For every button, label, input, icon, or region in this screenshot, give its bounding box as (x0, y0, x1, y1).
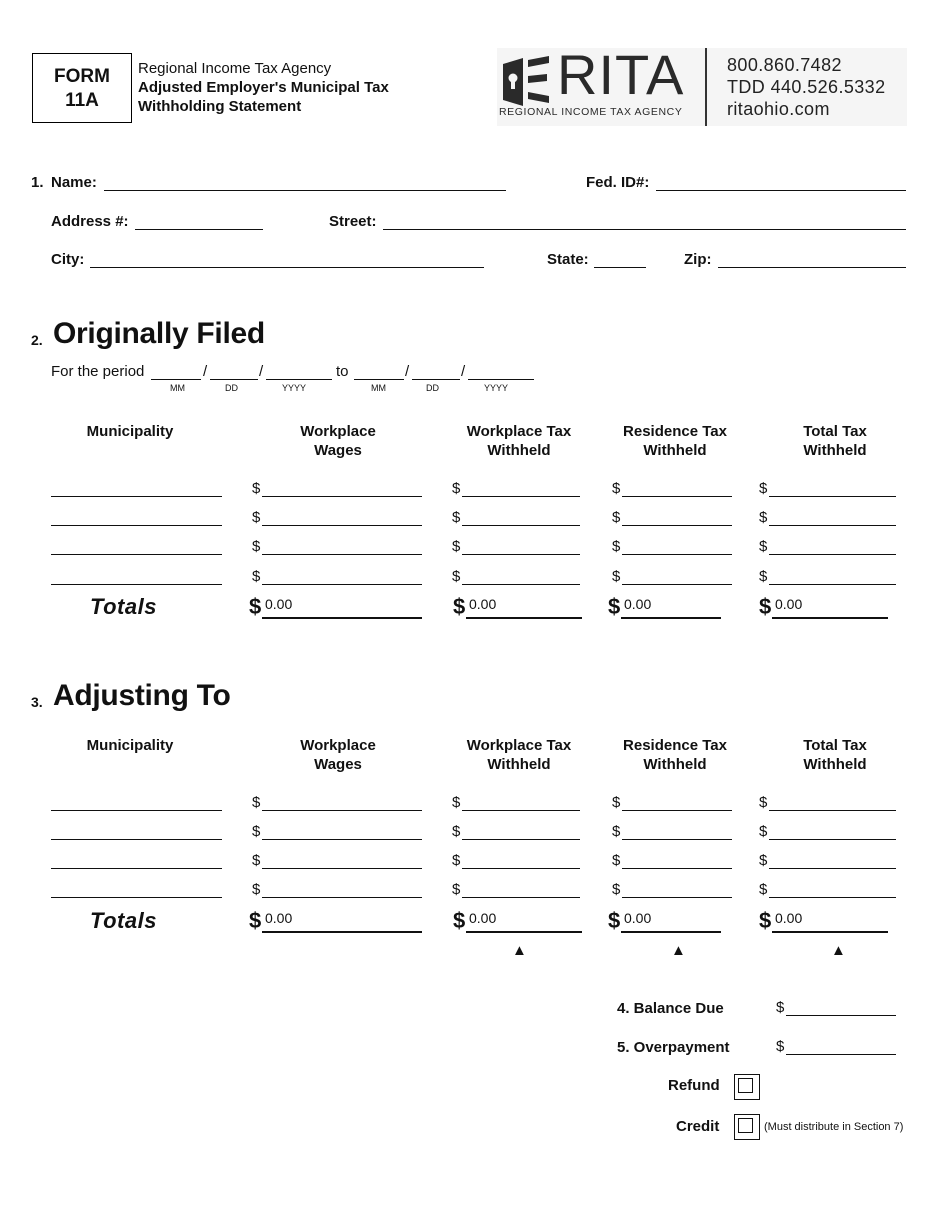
col-municipality: Municipality (86, 737, 174, 754)
dollar-sign: $ (776, 1038, 785, 1055)
period-from-dd[interactable] (210, 378, 258, 380)
dollar-sign: $ (252, 852, 261, 869)
dollar-sign: $ (759, 852, 768, 869)
workplace-tax-field[interactable] (462, 583, 580, 585)
residence-tax-field[interactable] (622, 867, 732, 869)
hint-yyyy: YYYY (282, 383, 307, 393)
dollar-sign: $ (612, 823, 621, 840)
refund-label: Refund (668, 1077, 720, 1094)
dollar-sign: $ (252, 881, 261, 898)
arrow-up-icon: ▲ (512, 942, 527, 959)
workplace-wages-field[interactable] (262, 583, 422, 585)
total-tax-field[interactable] (769, 553, 896, 555)
dollar-sign: $ (759, 509, 768, 526)
col-workplace-wages (258, 736, 418, 774)
workplace-tax-field[interactable] (462, 809, 580, 811)
totals-label: Totals (90, 908, 157, 933)
totals-dollar: $ (453, 594, 466, 619)
total-tax-field[interactable] (769, 495, 896, 497)
dollar-sign: $ (759, 823, 768, 840)
zip-label: Zip: (684, 251, 712, 268)
dollar-sign: $ (612, 794, 621, 811)
total-underline (772, 930, 888, 933)
fedid-field[interactable] (656, 172, 906, 191)
col-residence-tax (600, 422, 750, 460)
website: ritaohio.com (727, 99, 830, 119)
state-field[interactable] (594, 249, 646, 268)
section1-number: 1. (31, 174, 44, 191)
dollar-sign: $ (759, 480, 768, 497)
period-slash: / (203, 363, 208, 380)
period-slash: / (461, 363, 466, 380)
hint-mm: MM (170, 383, 185, 393)
section3-number: 3. (31, 694, 43, 710)
col-workplace-tax-line2: Withheld (487, 442, 551, 459)
contact-info (727, 54, 886, 120)
totals-dollar: $ (608, 594, 621, 619)
total-residence-tax: 0.00 (624, 910, 652, 926)
dollar-sign: $ (759, 538, 768, 555)
period-to-yyyy[interactable] (468, 378, 534, 380)
phone-number: 800.860.7482 (727, 55, 842, 75)
totals-dollar: $ (759, 594, 772, 619)
dollar-sign: $ (252, 794, 261, 811)
dollar-sign: $ (452, 538, 461, 555)
fedid-label: Fed. ID#: (586, 174, 650, 191)
residence-tax-field[interactable] (622, 896, 732, 898)
credit-checkbox[interactable] (734, 1114, 760, 1140)
total-underline (466, 930, 582, 933)
col-workplace-tax-line1: Workplace Tax (466, 737, 572, 754)
total-underline (621, 616, 721, 619)
col-residence-tax-line1: Residence Tax (623, 423, 727, 440)
city-field[interactable] (90, 249, 484, 268)
dollar-sign: $ (759, 568, 768, 585)
total-workplace-tax: 0.00 (469, 910, 497, 926)
overpayment-field[interactable] (786, 1053, 896, 1055)
section2-number: 2. (31, 332, 43, 348)
workplace-wages-field[interactable] (262, 553, 422, 555)
address-label: Address #: (51, 213, 129, 230)
residence-tax-field[interactable] (622, 495, 732, 497)
period-to: to (336, 363, 349, 380)
overpayment-label: 5. Overpayment (617, 1039, 730, 1056)
col-workplace-tax-line1: Workplace Tax (466, 423, 572, 440)
workplace-tax-field[interactable] (462, 553, 580, 555)
balance-due-label: 4. Balance Due (617, 1000, 724, 1017)
total-workplace-tax: 0.00 (469, 596, 497, 612)
period-label: For the period (51, 363, 145, 380)
municipality-field[interactable] (51, 838, 222, 840)
name-field[interactable] (104, 172, 506, 191)
total-underline (262, 616, 422, 619)
col-total-tax-line1: Total Tax (803, 423, 867, 440)
dollar-sign: $ (612, 480, 621, 497)
period-to-dd[interactable] (412, 378, 460, 380)
dollar-sign: $ (759, 794, 768, 811)
residence-tax-field[interactable] (622, 838, 732, 840)
agency-title-block (138, 59, 389, 116)
total-workplace-wages: 0.00 (265, 910, 293, 926)
municipality-field[interactable] (51, 495, 222, 497)
dollar-sign: $ (452, 480, 461, 497)
total-total-tax: 0.00 (775, 596, 803, 612)
workplace-tax-field[interactable] (462, 495, 580, 497)
col-workplace-wages (258, 422, 418, 460)
total-total-tax: 0.00 (775, 910, 803, 926)
residence-tax-field[interactable] (622, 583, 732, 585)
total-tax-field[interactable] (769, 896, 896, 898)
period-from-mm[interactable] (151, 378, 201, 380)
col-total-tax (760, 736, 910, 774)
workplace-wages-field[interactable] (262, 495, 422, 497)
total-underline (466, 616, 582, 619)
dollar-sign: $ (452, 568, 461, 585)
totals-dollar: $ (249, 908, 262, 933)
arrow-up-icon: ▲ (831, 942, 846, 959)
col-municipality: Municipality (86, 423, 174, 440)
totals-dollar: $ (249, 594, 262, 619)
municipality-field[interactable] (51, 809, 222, 811)
col-residence-tax-line1: Residence Tax (623, 737, 727, 754)
municipality-field[interactable] (51, 524, 222, 526)
municipality-field[interactable] (51, 867, 222, 869)
rita-subtitle: REGIONAL INCOME TAX AGENCY (499, 106, 683, 118)
municipality-field[interactable] (51, 583, 222, 585)
col-total-tax-line2: Withheld (803, 756, 867, 773)
totals-dollar: $ (608, 908, 621, 933)
dollar-sign: $ (776, 999, 785, 1016)
zip-field[interactable] (718, 249, 906, 268)
dollar-sign: $ (252, 538, 261, 555)
total-tax-field[interactable] (769, 867, 896, 869)
state-label: State: (547, 251, 589, 268)
form-title-line1: Adjusted Employer's Municipal Tax (138, 79, 389, 96)
dollar-sign: $ (252, 823, 261, 840)
rita-logo-icon (501, 54, 553, 110)
form-title-line2: Withholding Statement (138, 98, 302, 115)
workplace-wages-field[interactable] (262, 838, 422, 840)
dollar-sign: $ (452, 509, 461, 526)
col-workplace-wages-line1: Workplace (300, 737, 376, 754)
col-workplace-wages-line2: Wages (314, 442, 362, 459)
section2-title: Originally Filed (53, 317, 265, 350)
address-number-field[interactable] (135, 211, 263, 230)
dollar-sign: $ (452, 823, 461, 840)
dollar-sign: $ (759, 881, 768, 898)
workplace-wages-field[interactable] (262, 809, 422, 811)
col-residence-tax-line2: Withheld (643, 756, 707, 773)
period-to-mm[interactable] (354, 378, 404, 380)
arrow-up-icon: ▲ (671, 942, 686, 959)
total-underline (621, 930, 721, 933)
hint-mm: MM (371, 383, 386, 393)
residence-tax-field[interactable] (622, 553, 732, 555)
form-number: 11A (65, 90, 99, 111)
dollar-sign: $ (612, 852, 621, 869)
col-total-tax-line2: Withheld (803, 442, 867, 459)
workplace-wages-field[interactable] (262, 524, 422, 526)
balance-due-field[interactable] (786, 1014, 896, 1016)
credit-label: Credit (676, 1118, 720, 1135)
period-slash: / (405, 363, 410, 380)
form-number-box (32, 53, 132, 123)
city-label: City: (51, 251, 85, 268)
period-from-yyyy[interactable] (266, 378, 332, 380)
workplace-tax-field[interactable] (462, 896, 580, 898)
total-tax-field[interactable] (769, 583, 896, 585)
totals-dollar: $ (759, 908, 772, 933)
totals-label: Totals (90, 594, 157, 619)
municipality-field[interactable] (51, 553, 222, 555)
workplace-tax-field[interactable] (462, 867, 580, 869)
dollar-sign: $ (452, 794, 461, 811)
dollar-sign: $ (612, 568, 621, 585)
workplace-tax-field[interactable] (462, 524, 580, 526)
totals-dollar: $ (453, 908, 466, 933)
rita-logo (497, 43, 907, 126)
dollar-sign: $ (452, 881, 461, 898)
col-residence-tax (600, 736, 750, 774)
col-workplace-tax (440, 736, 598, 774)
dollar-sign: $ (252, 480, 261, 497)
rita-wordmark: RITA (557, 43, 685, 106)
form-label: FORM (54, 66, 110, 87)
total-tax-field[interactable] (769, 809, 896, 811)
dollar-sign: $ (612, 509, 621, 526)
tdd-number: TDD 440.526.5332 (727, 77, 886, 97)
logo-divider (705, 48, 707, 126)
col-workplace-tax (440, 422, 598, 460)
dollar-sign: $ (452, 852, 461, 869)
total-tax-field[interactable] (769, 524, 896, 526)
period-slash: / (259, 363, 264, 380)
dollar-sign: $ (612, 881, 621, 898)
hint-dd: DD (426, 383, 439, 393)
col-workplace-wages-line1: Workplace (300, 423, 376, 440)
col-workplace-tax-line2: Withheld (487, 756, 551, 773)
hint-yyyy: YYYY (484, 383, 509, 393)
refund-checkbox[interactable] (734, 1074, 760, 1100)
dollar-sign: $ (612, 538, 621, 555)
dollar-sign: $ (252, 568, 261, 585)
residence-tax-field[interactable] (622, 524, 732, 526)
total-residence-tax: 0.00 (624, 596, 652, 612)
total-tax-field[interactable] (769, 838, 896, 840)
residence-tax-field[interactable] (622, 809, 732, 811)
total-underline (262, 930, 422, 933)
col-total-tax (760, 422, 910, 460)
total-underline (772, 616, 888, 619)
street-label: Street: (329, 213, 377, 230)
workplace-wages-field[interactable] (262, 896, 422, 898)
col-total-tax-line1: Total Tax (803, 737, 867, 754)
col-residence-tax-line2: Withheld (643, 442, 707, 459)
workplace-tax-field[interactable] (462, 838, 580, 840)
section3-title: Adjusting To (53, 679, 231, 712)
total-workplace-wages: 0.00 (265, 596, 293, 612)
dollar-sign: $ (252, 509, 261, 526)
street-field[interactable] (383, 211, 906, 230)
credit-note: (Must distribute in Section 7) (764, 1121, 904, 1133)
municipality-field[interactable] (51, 896, 222, 898)
name-label: Name: (51, 174, 97, 191)
workplace-wages-field[interactable] (262, 867, 422, 869)
col-workplace-wages-line2: Wages (314, 756, 362, 773)
agency-name: Regional Income Tax Agency (138, 60, 332, 77)
hint-dd: DD (225, 383, 238, 393)
